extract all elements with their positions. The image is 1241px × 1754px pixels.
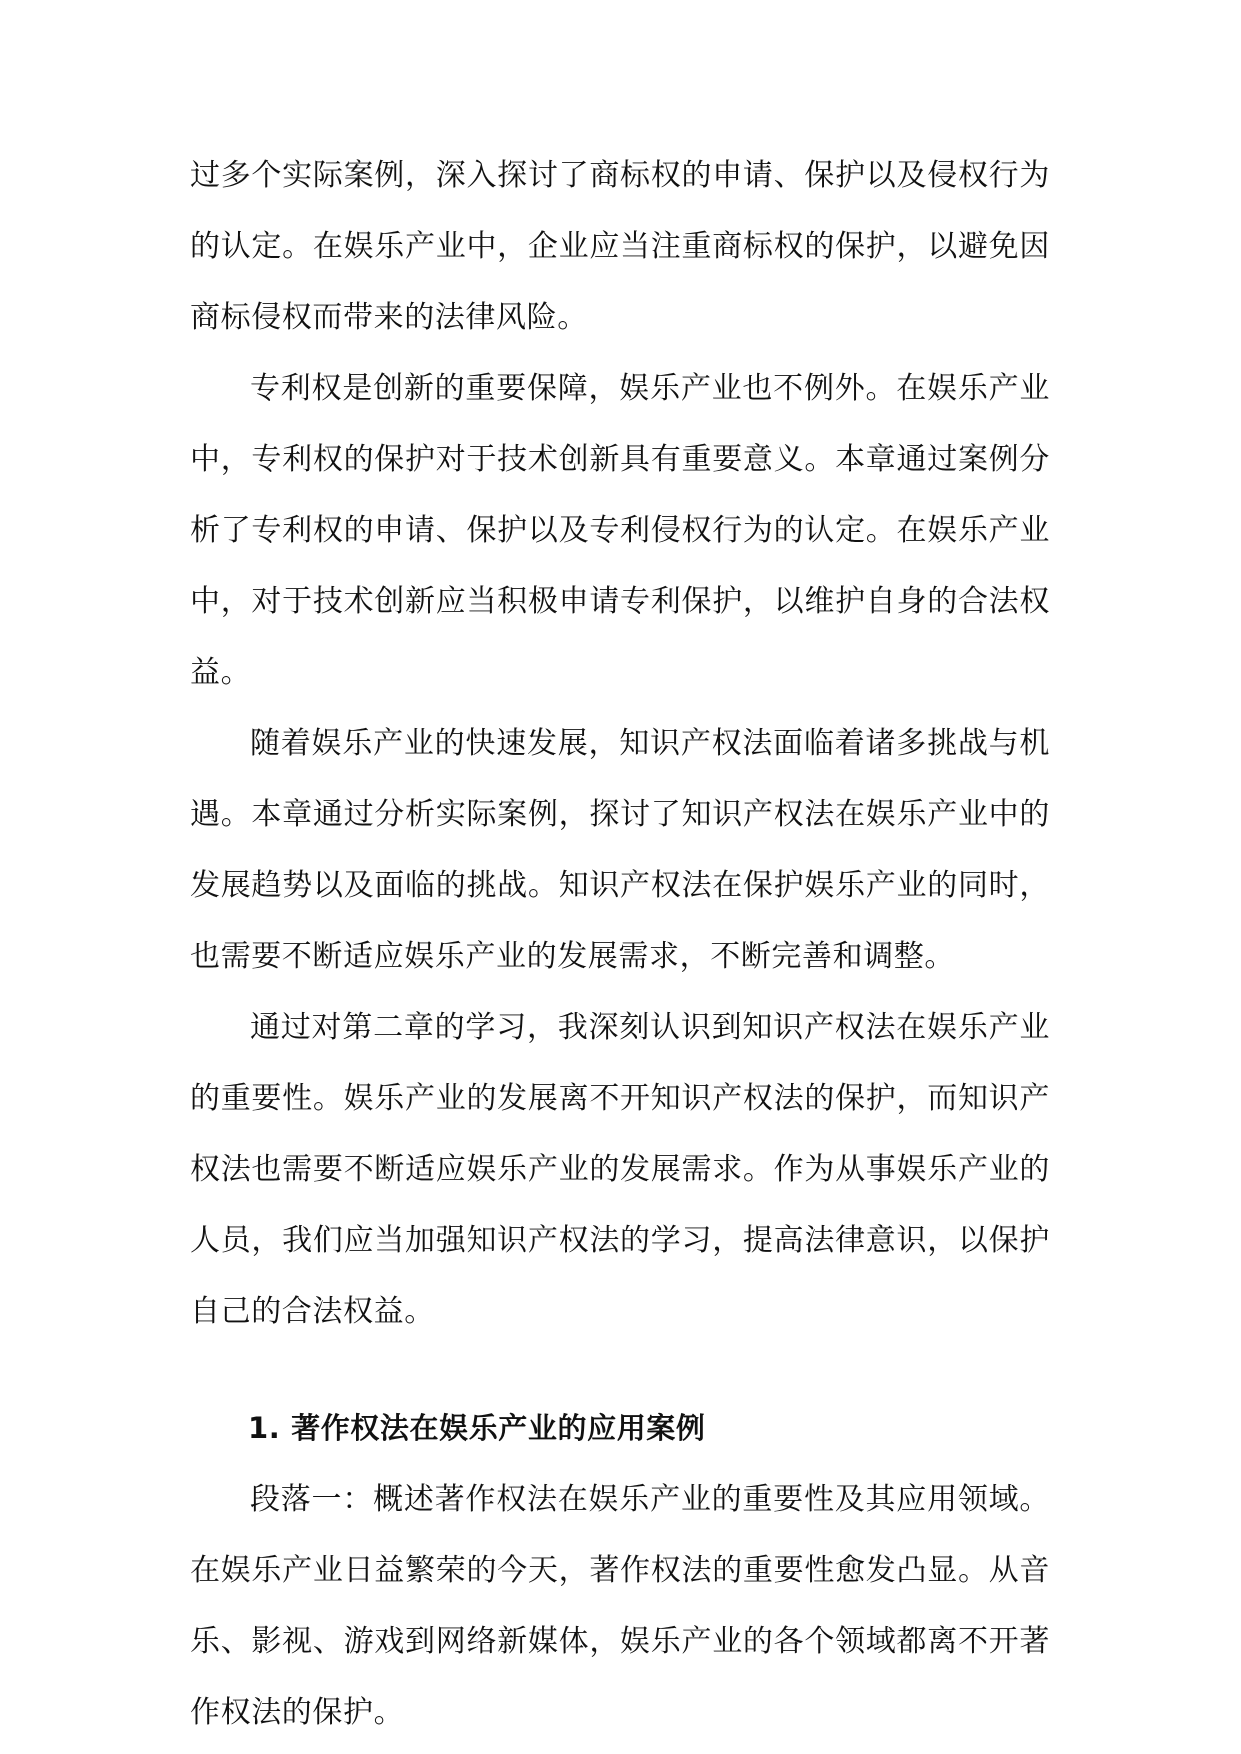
section-heading: 1. 著作权法在娱乐产业的应用案例	[248, 1411, 706, 1445]
document-body	[190, 140, 1050, 1748]
paragraph-patent: 专利权是创新的重要保障，娱乐产业也不例外。在娱乐产业中，专利权的保护对于技术创新具有重要意义。本章通过案例分析了专利权的申请、保护以及专利侵权行为的认定。在娱乐产业中，对于技术创新应当积极申请专利保护，以维护自身的合法权益。	[190, 371, 1050, 690]
paragraph-chapter-summary: 通过对第二章的学习，我深刻认识到知识产权法在娱乐产业的重要性。娱乐产业的发展离不开知识产权法的保护，而知识产权法也需要不断适应娱乐产业的发展需求。作为从事娱乐产业的人员，我们应当加强知识产权法的学习，提高法律意识，以保护自己的合法权益。	[190, 1010, 1050, 1329]
paragraph-challenges: 随着娱乐产业的快速发展，知识产权法面临着诸多挑战与机遇。本章通过分析实际案例，探讨了知识产权法在娱乐产业中的发展趋势以及面临的挑战。知识产权法在保护娱乐产业的同时，也需要不断适应娱乐产业的发展需求，不断完善和调整。	[190, 726, 1050, 974]
paragraph-copyright-overview: 段落一：概述著作权法在娱乐产业的重要性及其应用领域。在娱乐产业日益繁荣的今天，著作权法的重要性愈发凸显。从音乐、影视、游戏到网络新媒体，娱乐产业的各个领域都离不开著作权法的保护。	[190, 1482, 1050, 1730]
paragraph-trademark-continuation: 过多个实际案例，深入探讨了商标权的申请、保护以及侵权行为的认定。在娱乐产业中，企业应当注重商标权的保护，以避免因商标侵权而带来的法律风险。	[190, 158, 1050, 335]
